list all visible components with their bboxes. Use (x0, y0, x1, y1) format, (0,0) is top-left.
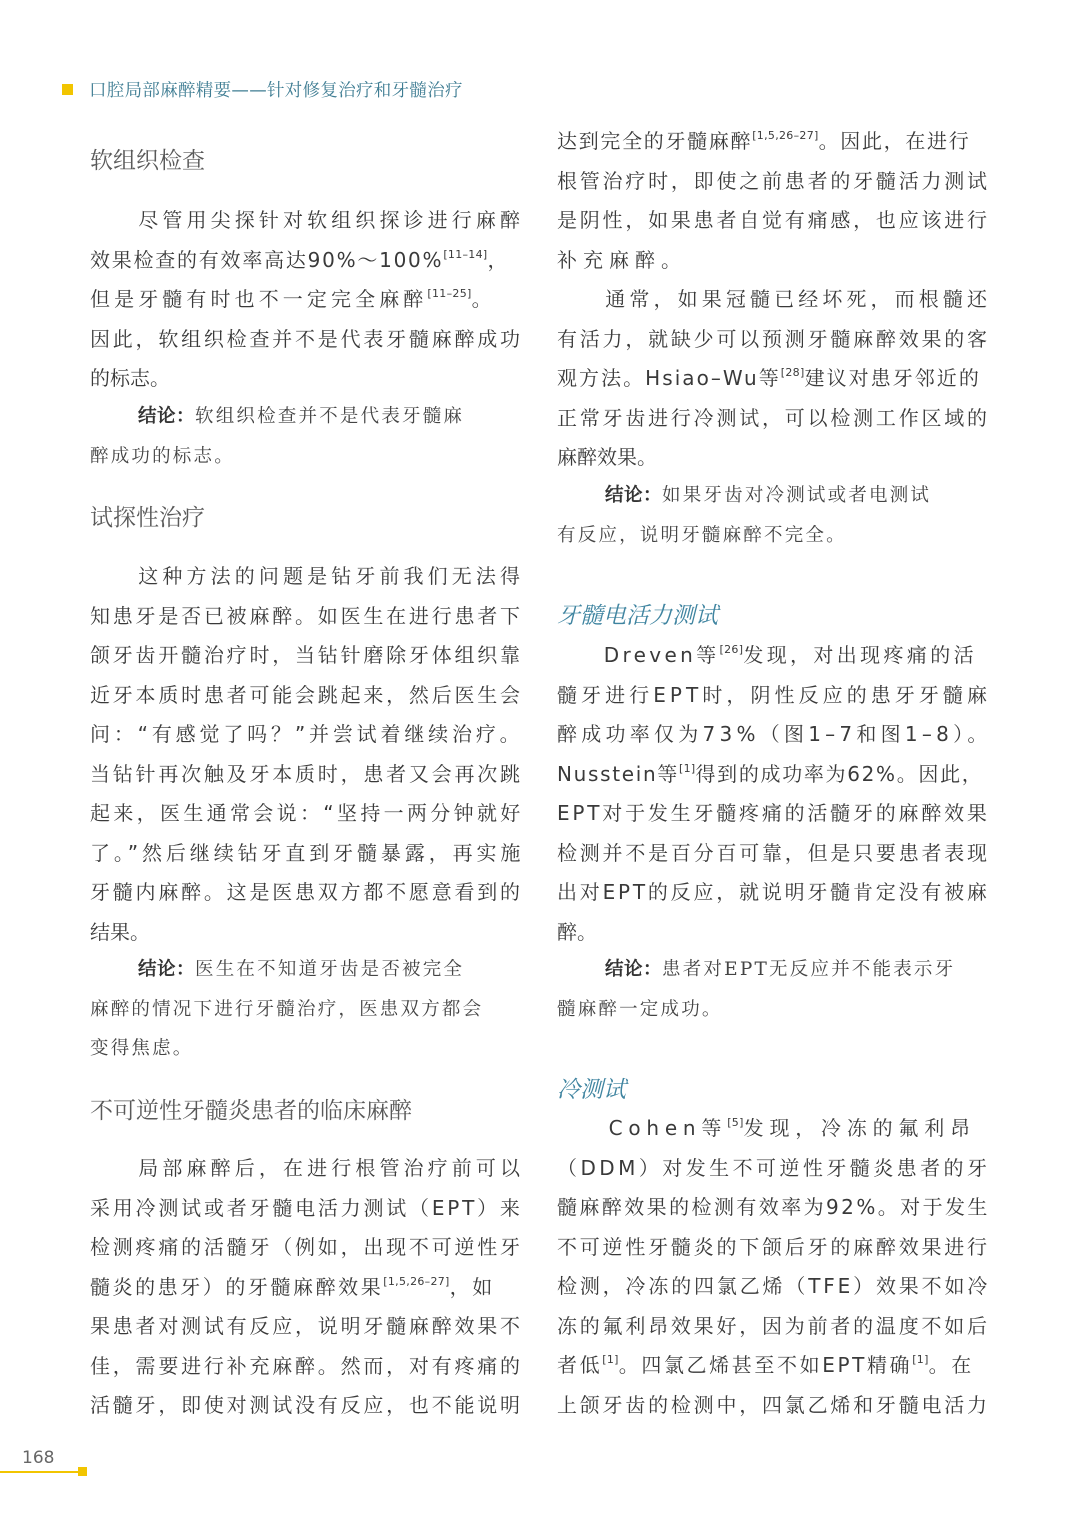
conclusion-text: 医生在不知道牙齿是否被完全 (195, 959, 465, 980)
text-line (557, 286, 991, 312)
text-line (90, 207, 524, 233)
text-run: 根管治疗时，即使之前患者的牙髓活力测试 (557, 168, 990, 193)
text-line (557, 1392, 990, 1418)
text-line (557, 444, 657, 470)
text-line (557, 1155, 990, 1181)
text-line (557, 326, 990, 352)
text-run: EPT对于发生牙髓疼痛的活髓牙的麻醉效果 (557, 801, 990, 825)
text-run: 这种方法的问题是钻牙前我们无法得 (90, 564, 525, 588)
conclusion-text: 有反应，说明牙髓麻醉不完全。 (557, 524, 847, 546)
page-number: 168 (22, 1448, 55, 1468)
text-run: 。四氯乙烯甚至不如EPT精确 (618, 1353, 913, 1377)
text-line (557, 721, 992, 747)
text-run: 醉。 (557, 919, 597, 944)
text-line (90, 1195, 523, 1221)
text-run: 。 (471, 287, 496, 311)
text-line (557, 168, 990, 194)
text-line (557, 1115, 976, 1141)
text-run: 牙髓内麻醉。这是医患双方都不愿意看到的 (90, 880, 523, 904)
text-line (90, 761, 523, 787)
text-line (557, 642, 977, 668)
text-line (557, 405, 990, 431)
text-line (557, 1194, 990, 1220)
text-run: ，如 (449, 1274, 495, 1299)
text-run: 达到完全的牙髓麻醉 (557, 129, 753, 153)
text-line (557, 1273, 990, 1299)
conclusion-text: 变得焦虑。 (90, 1038, 194, 1059)
text-line (557, 1234, 990, 1260)
text-run: 的标志。 (90, 366, 170, 390)
text-run: 采用冷测试或者牙髓电活力测试（EPT）来 (90, 1195, 523, 1220)
text-run: 结果。 (90, 919, 150, 944)
citation: [1,5,26–27] (752, 129, 819, 142)
text-line (557, 247, 687, 273)
header-square-icon (62, 84, 73, 95)
text-run: 局部麻醉后，在进行根管治疗前可以 (90, 1156, 525, 1180)
running-title: 口腔局部麻醉精要——针对修复治疗和牙髓治疗 (89, 80, 463, 101)
subsection-title-cold: 冷测试 (557, 1077, 626, 1103)
citation: [1] (912, 1353, 929, 1366)
text-line (90, 563, 524, 589)
text-line (557, 1352, 974, 1378)
citation: [26] (719, 643, 744, 656)
text-line (90, 721, 524, 747)
text-line (90, 800, 524, 826)
conclusion-label: 结论： (605, 959, 663, 980)
text-run: 建议对患牙邻近的 (804, 366, 981, 390)
citation: [1,5,26–27] (383, 1274, 450, 1288)
text-run: 检测，冷冻的四氯乙烯（TFE）效果不如冷 (557, 1274, 991, 1298)
text-line (90, 1234, 523, 1260)
text-run: 佳，需要进行补充麻醉。然而，对有疼痛的 (90, 1353, 523, 1378)
text-run: 正常牙齿进行冷测试，可以检测工作区域的 (557, 405, 990, 430)
text-run: 是阴性，如果患者自觉有痛感，也应该进行 (557, 208, 990, 232)
citation: [11–25] (427, 287, 472, 300)
citation: [1] (602, 1353, 619, 1366)
page-rule-end (78, 1467, 87, 1476)
conclusion-label: 结论： (605, 485, 663, 506)
conclusion-text: 髓麻醉一定成功。 (557, 998, 723, 1020)
running-header (62, 78, 463, 100)
conclusion-label: 结论： (138, 959, 196, 980)
text-run: 髓牙进行EPT时，阴性反应的患牙牙髓麻 (557, 682, 992, 707)
text-run: 发现，对出现疼痛的活 (743, 643, 977, 667)
text-run: 近牙本质时患者可能会跳起来，然后医生会 (90, 682, 523, 707)
text-line (557, 365, 981, 391)
text-line (557, 128, 970, 154)
text-run: 尽管用尖探针对软组织探诊进行麻醉 (90, 208, 525, 232)
text-run: 活髓牙，即使对测试没有反应，也不能说明 (90, 1393, 523, 1417)
text-line (90, 1313, 523, 1339)
text-line (90, 919, 150, 945)
conclusion-text: 如果牙齿对冷测试或者电测试 (662, 485, 932, 506)
text-run: 冻的氟利昂效果好，因为前者的温度不如后 (557, 1313, 990, 1338)
conclusion-text: 麻醉的情况下进行牙髓治疗，医患双方都会 (90, 998, 484, 1020)
text-line (90, 603, 523, 629)
text-line (90, 1392, 523, 1418)
conclusion-line (90, 444, 235, 470)
text-run: ， (487, 247, 510, 272)
text-run: 观方法。Hsiao–Wu等 (557, 366, 781, 390)
text-run: 。在 (928, 1353, 974, 1377)
text-run: 知患牙是否已被麻醉。如医生在进行患者下 (90, 603, 523, 628)
text-run: 当钻针再次触及牙本质时，患者又会再次跳 (90, 761, 523, 786)
text-line (557, 840, 990, 866)
conclusion-label: 结论： (138, 406, 196, 427)
text-run: 髓麻醉效果的检测有效率为92%。对于发生 (557, 1195, 990, 1219)
text-run: 检测疼痛的活髓牙（例如，出现不可逆性牙 (90, 1235, 523, 1259)
text-run: 起来，医生通常会说：“坚持一两分钟就好 (90, 801, 524, 825)
text-run: 补充麻醉。 (557, 247, 687, 272)
citation: [28] (780, 366, 805, 379)
text-line (557, 682, 991, 708)
text-line (90, 642, 523, 668)
citation: [1] (678, 761, 696, 775)
text-run: 检测并不是百分百可靠，但是只要患者表现 (557, 840, 990, 865)
text-run: 不可逆性牙髓炎的下颌后牙的麻醉效果进行 (557, 1234, 990, 1259)
text-line (557, 800, 990, 826)
subsection-title-ept: 牙髓电活力测试 (557, 603, 718, 629)
text-line (90, 682, 523, 708)
section-title-trial: 试探性治疗 (90, 505, 205, 531)
text-line (557, 879, 990, 905)
text-line (90, 326, 523, 352)
citation: [5] (727, 1116, 744, 1129)
text-run: 髓炎的患牙）的牙髓麻醉效果 (90, 1274, 384, 1299)
text-run: 者低 (557, 1353, 603, 1377)
text-run: 但是牙髓有时也不一定完全麻醉 (90, 287, 428, 311)
text-run: 因此，软组织检查并不是代表牙髓麻醉成功 (90, 326, 523, 351)
text-run: 得到的成功率为62%。因此， (695, 761, 984, 786)
conclusion-line (557, 997, 723, 1023)
text-run: 出对EPT的反应，就说明牙髓肯定没有被麻 (557, 880, 990, 904)
conclusion-line (90, 997, 483, 1023)
text-line (90, 247, 509, 273)
text-run: Dreven等 (557, 643, 720, 667)
text-run: 问：“有感觉了吗？”并尝试着继续治疗。 (90, 722, 524, 746)
text-run: 。因此，在进行 (818, 129, 971, 153)
conclusion-line (138, 404, 464, 430)
text-line (90, 1155, 524, 1181)
text-run: 发现，冷冻的氟利昂 (743, 1116, 976, 1140)
citation: [11–14] (443, 247, 488, 261)
text-line (557, 761, 983, 787)
text-run: （DDM）对发生不可逆性牙髓炎患者的牙 (557, 1155, 991, 1180)
text-run: Cohen等 (557, 1116, 728, 1140)
text-line (90, 1274, 495, 1300)
conclusion-line (605, 957, 955, 983)
text-run: 麻醉效果。 (557, 445, 657, 469)
text-run: 上颌牙齿的检测中，四氯乙烯和牙髓电活力 (557, 1392, 990, 1417)
section-title-soft-tissue: 软组织检查 (90, 148, 205, 174)
text-run: 通常，如果冠髓已经坏死，而根髓还 (557, 287, 992, 311)
text-run: 效果检查的有效率高达90%～100% (90, 247, 444, 272)
text-line (557, 207, 990, 233)
conclusion-text: 患者对EPT无反应并不能表示牙 (662, 959, 956, 980)
text-run: 颌牙齿开髓治疗时，当钻针磨除牙体组织靠 (90, 643, 523, 667)
text-line (90, 1353, 523, 1379)
conclusion-line (138, 957, 464, 983)
conclusion-text: 软组织检查并不是代表牙髓麻 (195, 406, 465, 427)
conclusion-line (90, 1036, 194, 1062)
text-line (557, 1313, 990, 1339)
text-run: 醉成功率仅为73%（图1–7和图1–8）。 (557, 722, 992, 746)
page-rule (0, 1471, 80, 1473)
text-line (557, 919, 597, 945)
conclusion-line (557, 523, 847, 549)
text-line (90, 840, 524, 866)
section-title-irreversible: 不可逆性牙髓炎患者的临床麻醉 (90, 1098, 412, 1124)
text-run: Nusstein等 (557, 761, 679, 786)
text-run: 果患者对测试有反应，说明牙髓麻醉效果不 (90, 1314, 523, 1338)
conclusion-text: 醉成功的标志。 (90, 445, 235, 467)
text-line (90, 879, 523, 905)
text-run: 了。”然后继续钻牙直到牙髓暴露，再实施 (90, 840, 525, 865)
text-run: 有活力，就缺少可以预测牙髓麻醉效果的客 (557, 326, 990, 351)
text-line (90, 286, 496, 312)
text-line (90, 365, 170, 391)
conclusion-line (605, 483, 931, 509)
